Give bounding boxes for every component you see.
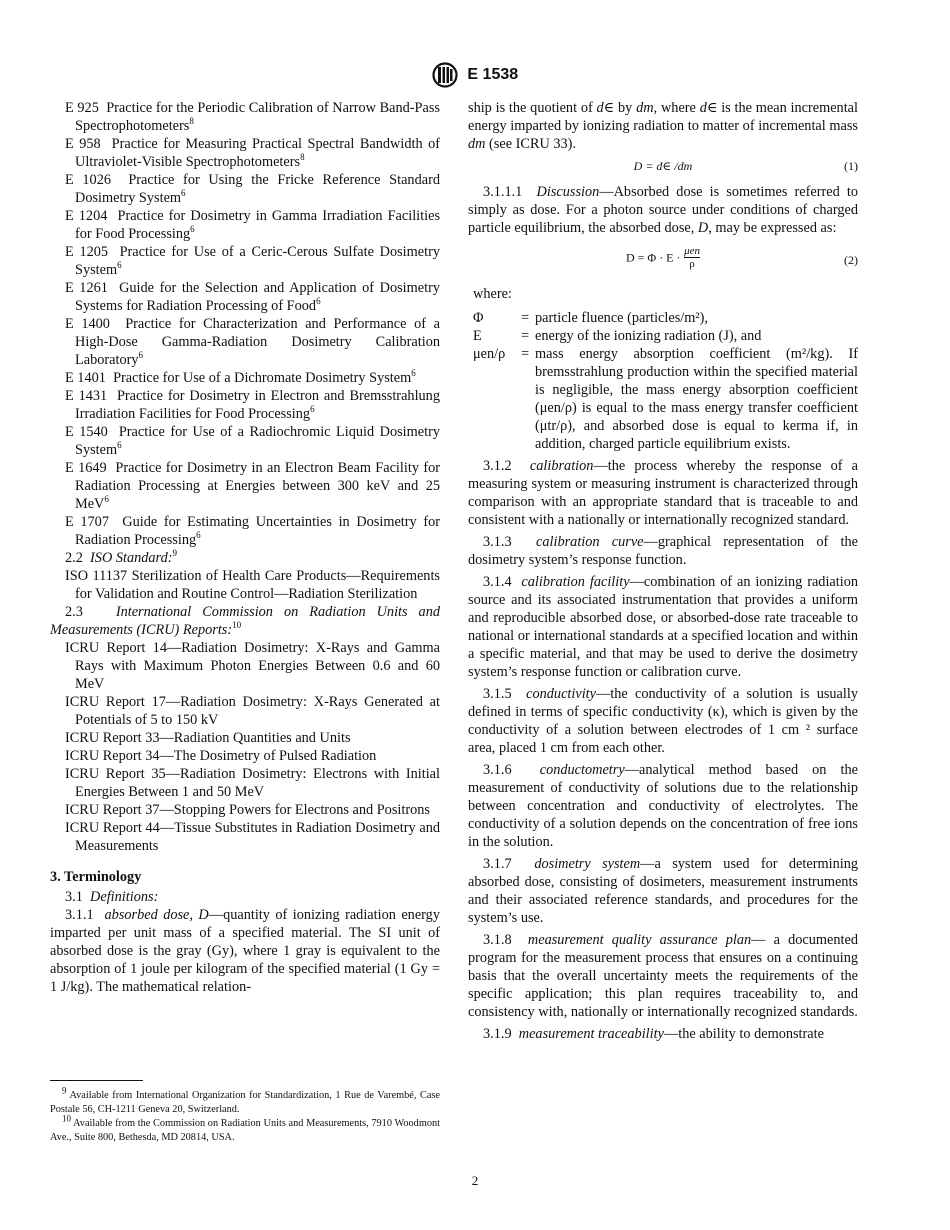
footnote-ref: 8: [300, 152, 305, 163]
footnote-text: Available from the Commission on Radiation Units and Measurements, 7910 Woodmont Ave., Suite 800, Bethesda, MD 20814, USA.: [50, 1118, 440, 1143]
definition-item: [468, 457, 858, 529]
right-definitions: [468, 457, 858, 1043]
definition-item: [468, 685, 858, 757]
definition-text: —the process whereby the response of a measuring system or measuring instrument is characterized through comparison with an appropriate standard that is traceable to and consistent with a nationally or internationally recognized standard.: [468, 458, 858, 528]
footnotes: [50, 1085, 441, 1145]
where-row: [473, 345, 858, 453]
reference-item: [50, 423, 440, 459]
section-heading-terminology: 3. Terminology: [50, 869, 142, 885]
definition-number: 3.1.3: [483, 534, 512, 550]
footnote-ref: 6: [196, 530, 201, 541]
reference-code: E 958: [65, 136, 101, 152]
where-label: where:: [473, 286, 512, 302]
footnote-text: Available from International Organization for Standardization, 1 Rue de Varembé, Case Postale 56, CH-1211 Geneva 20, Switzerland.: [50, 1090, 441, 1115]
reference-item: [50, 513, 440, 549]
reference-code: E 1400: [65, 316, 110, 332]
definition-absorbed-dose: 3.1.1 absorbed dose, D—quantity of ionizing radiation energy imparted per unit mass of a specified material. The SI unit of absorbed dose is the gray (Gy), where 1 gray is equivalent to the absorption of 1 joule per kilogram of the specified material (1 Gy = 1 J/kg). The mathematical relation-: [50, 907, 440, 995]
reference-title: Practice for Measuring Practical Spectral Bandwidth of Ultraviolet-Visible Spectrophotometers: [75, 136, 440, 170]
definition-number: 3.1.2: [483, 458, 512, 474]
footnote-ref: 6: [411, 368, 416, 379]
reference-title: Guide for Estimating Uncertainties in Dosimetry for Radiation Processing: [75, 514, 440, 548]
reference-title: Practice for Use of a Ceric-Cerous Sulfate Dosimetry System: [75, 244, 441, 278]
definition-text: —analytical method based on the measurement of conductivity of solutions due to the relationship between concentration and conductivity of electrolytes. The conductivity of a solution depends on the concentration of free ions in the solution.: [468, 762, 858, 850]
where-symbol: μen/ρ: [473, 346, 506, 362]
definition-text: —a system used for determining absorbed dose, consisting of dosimeters, measurement instruments and their associated reference standards, and procedures for the system’s use.: [468, 856, 858, 926]
right-column: [468, 99, 858, 1047]
definition-number: 3.1.6: [483, 762, 512, 778]
footnote-divider: [50, 1080, 143, 1081]
icru-reference-item: ICRU Report 14—Radiation Dosimetry: X-Rays and Gamma Rays with Maximum Photon Energies Between 0.6 and 60 MeV: [65, 640, 440, 692]
discussion-paragraph: 3.1.1.1 Discussion—Absorbed dose is sometimes referred to simply as dose. For a photon source under conditions of charged particle equilibrium, the absorbed dose, D, may be expressed as:: [468, 184, 858, 236]
reference-code: E 925: [65, 100, 99, 116]
footnote-number: 9: [62, 1085, 67, 1096]
definition-text: —combination of an ionizing radiation source and its associated instrumentation that provides a uniform and reproducible absorbed dose, or absorbed-dose rate traceable to national or international standards at a specified location and within a specific material, and that may be used to derive the dosimetry system’s response function or calibration curve.: [468, 574, 859, 680]
left-column: [50, 99, 440, 1000]
reference-item: [50, 369, 440, 387]
where-definition: particle fluence (particles/m²),: [535, 310, 708, 326]
definition-term: conductivity: [526, 686, 596, 702]
page-header: [0, 62, 950, 88]
definition-number: 3.1.5: [483, 686, 512, 702]
footnote-item: [50, 1113, 440, 1145]
reference-title: Guide for the Selection and Application of Dosimetry Systems for Radiation Processing of Food: [75, 280, 440, 314]
astm-logo-icon: [432, 62, 458, 88]
definition-term: calibration facility: [521, 574, 630, 590]
reference-code: E 1026: [65, 172, 111, 188]
definition-item: [468, 573, 858, 681]
icru-reference-item: ICRU Report 34—The Dosimetry of Pulsed Radiation: [65, 748, 377, 764]
where-definition: energy of the ionizing radiation (J), and: [535, 328, 762, 344]
definition-text: —graphical representation of the dosimetry system’s response function.: [468, 534, 858, 568]
definition-text: — a documented program for the measurement process that ensures on a continuing basis that the overall uncertainty meets the requirements of the specific application; this plan requires traceability to, and consistency with, nationally or internationally recognized standards.: [468, 932, 858, 1020]
footnote-ref: 6: [310, 404, 315, 415]
reference-title: Practice for Dosimetry in an Electron Beam Facility for Radiation Processing at Energies between 300 keV and 25 MeV: [75, 460, 440, 512]
icru-reference-item: ICRU Report 44—Tissue Substitutes in Radiation Dosimetry and Measurements: [65, 820, 440, 854]
icru-reference-item: ICRU Report 35—Radiation Dosimetry: Electrons with Initial Energies Between 1 and 50 MeV: [65, 766, 440, 800]
footnote-ref: 6: [181, 188, 186, 199]
reference-item: [50, 135, 440, 171]
definitions-heading: 3.1 Definitions:: [65, 889, 159, 905]
definition-item: [468, 931, 858, 1021]
where-equals: =: [520, 328, 530, 344]
reference-code: E 1649: [65, 460, 107, 476]
reference-item: [50, 99, 440, 135]
where-row: [473, 309, 858, 327]
definition-term: conductometry: [539, 762, 625, 778]
where-equals: =: [520, 346, 530, 362]
icru-heading: 2.3 International Commission on Radiation Units and Measurements (ICRU) Reports:$^{10}$: [50, 604, 440, 638]
footnote-ref: 6: [316, 296, 321, 307]
equation-1: D = d∈ /dm (1): [633, 159, 858, 173]
footnote-ref: 6: [138, 350, 144, 361]
icru-reference-item: ICRU Report 37—Stopping Powers for Electrons and Positrons: [65, 802, 430, 818]
reference-item: [50, 387, 440, 423]
reference-item: [50, 171, 440, 207]
footnote-ref: 6: [117, 440, 122, 451]
document-code: E 1538: [467, 66, 519, 83]
definition-item: [468, 855, 858, 927]
reference-title: Practice for Characterization and Performance of a High-Dose Gamma-Radiation Dosimetry Calibration Laboratory: [75, 316, 440, 368]
reference-title: Practice for Dosimetry in Electron and Bremsstrahlung Irradiation Facilities for Food Processing: [75, 388, 440, 422]
definition-text: —the ability to demonstrate: [663, 1026, 824, 1042]
reference-code: E 1540: [65, 424, 108, 440]
definition-term: calibration: [529, 458, 594, 474]
definition-term: measurement traceability: [518, 1026, 664, 1042]
iso-reference: ISO 11137 Sterilization of Health Care Products—Requirements for Validation and Routine Control—Radiation Sterilization: [65, 568, 440, 602]
footnote-ref: 8: [189, 116, 194, 127]
where-equals: =: [520, 310, 530, 326]
definition-term: calibration curve: [536, 534, 644, 550]
where-definitions: [473, 309, 858, 453]
definition-text: —the conductivity of a solution is usually defined in terms of specific conductivity (κ), which is given by the conductivity of a solution between electrodes of 1 cm ² surface area, placed 1 cm from each other.: [468, 686, 858, 756]
reference-item: [50, 459, 440, 513]
reference-code: E 1707: [65, 514, 109, 530]
footnote-ref: 6: [117, 260, 122, 271]
equation-2: D = Φ · E · $\frac{\text{μen}}{\rho}$ (2): [625, 245, 858, 270]
definition-item: [468, 533, 858, 569]
definition-number: 3.1.7: [483, 856, 512, 872]
definition-number: 3.1.9: [483, 1026, 512, 1042]
reference-code: E 1205: [65, 244, 109, 260]
page-number: 2: [471, 1173, 479, 1188]
reference-item: [50, 315, 440, 369]
definition-item: [468, 1025, 858, 1043]
footnote-item: [50, 1085, 441, 1117]
definition-number: 3.1.8: [483, 932, 512, 948]
reference-code: E 1204: [65, 208, 108, 224]
reference-code: E 1261: [65, 280, 108, 296]
astm-references: [50, 99, 440, 549]
reference-item: [50, 279, 440, 315]
reference-title: Practice for Using the Fricke Reference Standard Dosimetry System: [75, 172, 440, 206]
where-symbol: E: [473, 328, 482, 344]
where-definition: mass energy absorption coefficient (m²/kg). If bremsstrahlung production within the specified material is negligible, the mass energy absorption coefficient (μen/ρ) is equal to the mass energy transfer coefficient (μtr/ρ), and absorbed dose is equal to kerma if, in addition, charged particle equilibrium exists.: [535, 346, 858, 452]
icru-references: [50, 639, 440, 855]
footnote-ref: 6: [190, 224, 195, 235]
equation-2-fraction: $\frac{\text{μen}}{\rho}$: [684, 245, 700, 270]
reference-title: Practice for Use of a Dichromate Dosimetry System: [113, 370, 412, 386]
reference-code: E 1431: [65, 388, 108, 404]
footnote-ref: 6: [104, 494, 109, 505]
reference-item: [50, 207, 440, 243]
absorbed-dose-continuation: ship is the quotient of d∈ by dm, where d∈ is the mean incremental energy imparted by ionizing radiation to matter of incremental mass dm (see ICRU 33).: [468, 100, 858, 152]
definition-term: measurement quality assurance plan: [527, 932, 752, 948]
icru-reference-item: ICRU Report 17—Radiation Dosimetry: X-Rays Generated at Potentials of 5 to 150 kV: [65, 694, 440, 728]
definition-term: dosimetry system: [534, 856, 641, 872]
definition-item: [468, 761, 858, 851]
reference-title: Practice for Use of a Radiochromic Liquid Dosimetry System: [75, 424, 440, 458]
reference-code: E 1401: [65, 370, 106, 386]
definition-number: 3.1.4: [483, 574, 512, 590]
reference-title: Practice for the Periodic Calibration of Narrow Band-Pass Spectrophotometers: [75, 100, 440, 134]
where-row: [473, 327, 858, 345]
where-symbol: Φ: [473, 310, 484, 326]
reference-title: Practice for Dosimetry in Gamma Irradiation Facilities for Food Processing: [75, 208, 441, 242]
footnote-number: 10: [62, 1113, 71, 1124]
icru-reference-item: ICRU Report 33—Radiation Quantities and Units: [65, 730, 351, 746]
reference-item: [50, 243, 440, 279]
iso-heading: 2.2 ISO Standard:$^9$: [65, 548, 177, 566]
